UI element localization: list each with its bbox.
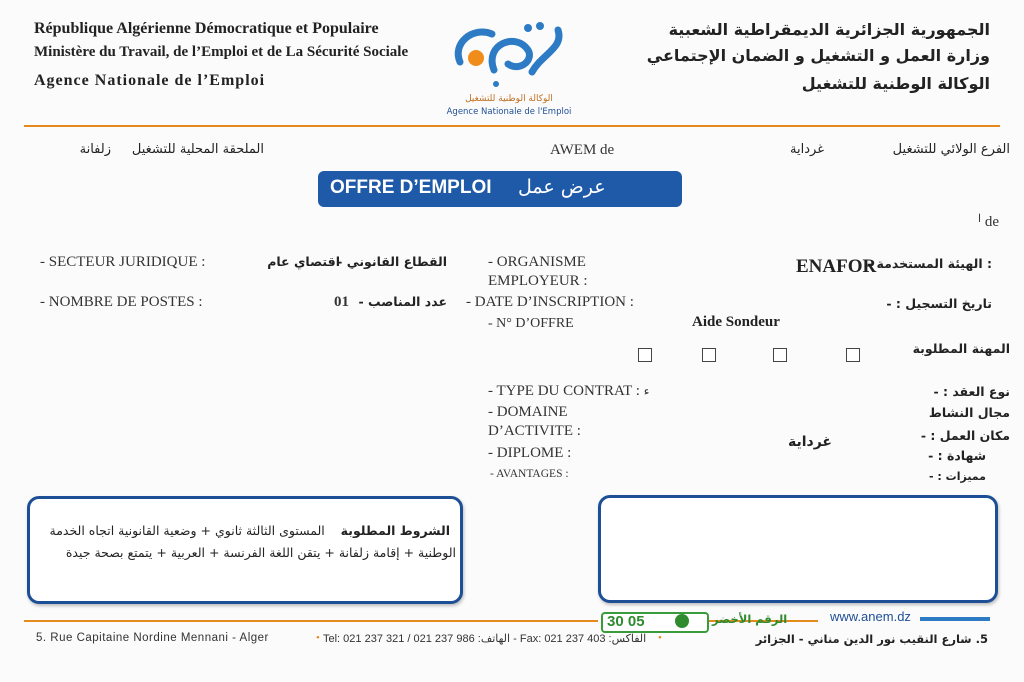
lieu-value: غرداية [787,434,832,450]
footer-contact: Tel: 021 237 321 / 021 237 986 :الهاتف - Fax: 021 237 403 :الفاكس [323,633,647,645]
checkbox-3[interactable] [773,348,787,362]
postes-value: 01 [334,294,349,310]
diplome-label-fr: - DIPLOME : [488,445,572,461]
checkbox-1[interactable] [638,348,652,362]
header-fr-line2: Ministère du Travail, de l’Emploi et de La Sécurité Sociale [34,44,409,60]
header-fr-line1: République Algérienne Démocratique et Populaire [34,20,379,37]
logo-text-ar: الوكالة الوطنية للتشغيل [465,94,553,104]
offer-banner [318,171,682,207]
postes-label-ar: عدد المناصب - [358,294,447,309]
organisme-value: ENAFOR [796,256,877,277]
secteur-label-ar: القطاع القانوني - [337,254,447,269]
secteur-value: اقتصاي عام [267,254,340,269]
header-ar-line1: الجمهورية الجزائرية الديمقراطية الشعبية [668,20,990,39]
metier-value: Aide Sondeur [692,314,780,330]
banner-title-ar: عرض عمل [518,176,606,198]
footer-divider-blue [920,617,990,621]
anem-logo [446,14,572,120]
footer-address-fr: 5. Rue Capitaine Nordine Mennani - Alger [36,632,269,644]
website-link[interactable]: www.anem.dz [830,609,911,624]
office-city: غرداية [790,142,824,157]
inscription-label-ar: تاريخ التسجيل : - [886,296,992,311]
branch-label: الفرع الولائي للتشغيل [892,142,1010,157]
avantages-label-ar: مميزات : - [929,470,986,483]
date-label: $^ا$ de [978,213,999,230]
header-ar-line2: وزارة العمل و التشغيل و الضمان الإجتماعي [646,46,990,65]
organisme-label-ar: : الهيئة المستخدمة - [867,256,992,271]
green-number: 30 05 [607,613,645,630]
footer-dot-1: • [316,632,320,644]
organisme-label-fr-2: EMPLOYEUR : [488,273,588,289]
footer-divider-left [24,620,598,622]
contrat-label-ar: نوع العقد : - [933,384,1010,399]
conditions-line1: الشروط المطلوبة المستوى الثالثة ثانوي + وضعية القانونية اتجاه الخدمة [49,523,450,538]
conditions-box [27,496,463,604]
contrat-label-fr: - TYPE DU CONTRAT : ء [488,383,650,399]
phone-icon [675,614,689,628]
organisme-label-fr-1: - ORGANISME [488,254,586,270]
awem-label: AWEM de [550,142,615,158]
conditions-line2: الوطنية + إقامة زلفانة + يتقن اللغة الفرنسة + العربية + يتمتع بصحة جيدة [65,545,456,560]
annex-city: زلفانة [79,142,111,157]
green-number-label: الرقم الأخضر [712,612,788,626]
inscription-label-fr: - DATE D’INSCRIPTION : [466,294,634,310]
green-number-box [601,612,709,633]
domaine-label-fr-1: - DOMAINE [488,404,568,420]
offre-label-fr: - N° D’OFFRE [488,316,574,331]
banner-title-fr: OFFRE D’EMPLOI [330,177,492,198]
domaine-label-ar: مجال النشاط [928,405,1010,420]
secteur-label-fr: - SECTEUR JURIDIQUE : [40,254,206,270]
lieu-label-ar: مكان العمل : - [920,428,1010,443]
domaine-label-fr-2: D’ACTIVITE : [488,423,581,439]
conditions-title: الشروط المطلوبة [340,523,450,538]
header-fr-line3: Agence Nationale de l’Emploi [34,72,266,89]
postes-label-fr: - NOMBRE DE POSTES : [40,294,203,310]
checkbox-2[interactable] [702,348,716,362]
notes-box [598,495,998,603]
footer-address-ar: 5. شارع النقيب نور الدين مناني - الجزائر [755,632,988,646]
footer-dot-2: • [658,632,662,644]
metier-label-ar: المهنة المطلوبة [912,341,1010,356]
header-ar-line3: الوكالة الوطنية للتشغيل [801,74,990,93]
avantages-label-fr: - AVANTAGES : [490,468,569,480]
header-divider [24,125,1000,127]
anem-logo-icon [446,14,572,94]
logo-text-fr: Agence Nationale de l'Emploi [446,107,572,117]
diplome-label-ar: شهادة : - [928,448,986,463]
annex-label: الملحقة المحلية للتشغيل [131,142,264,157]
checkbox-4[interactable] [846,348,860,362]
